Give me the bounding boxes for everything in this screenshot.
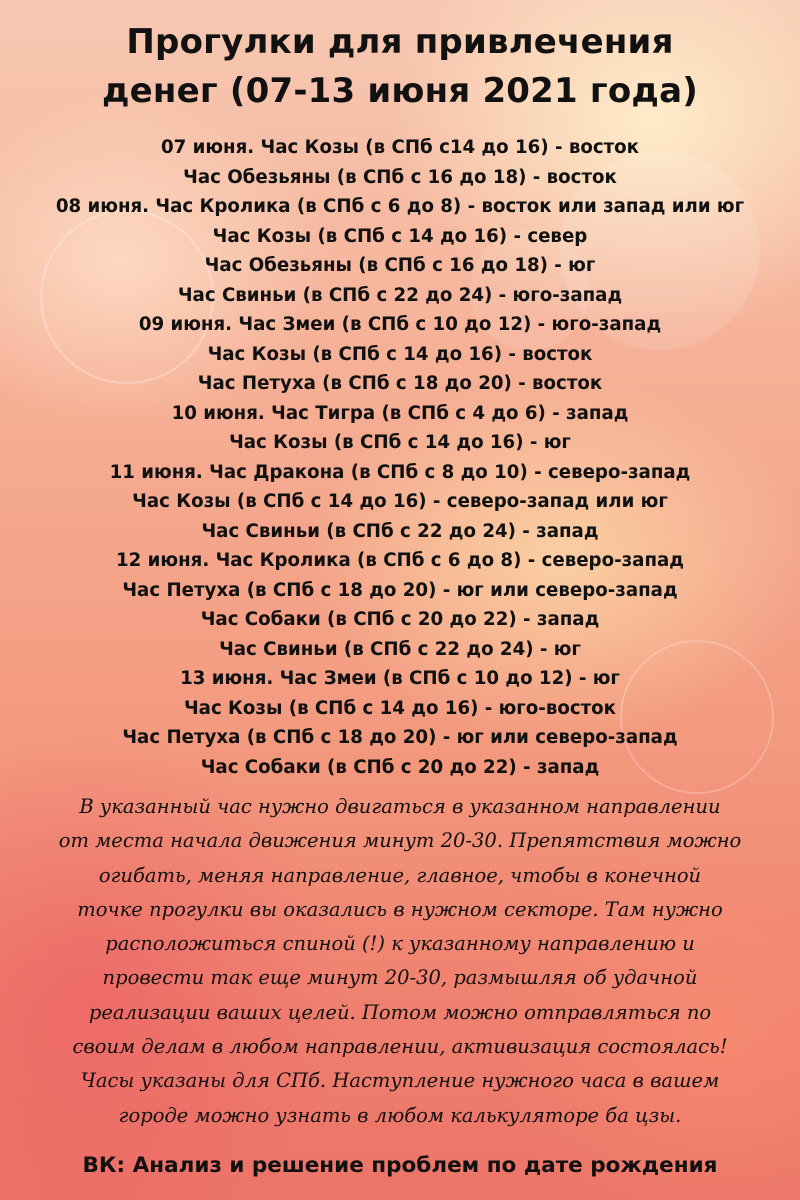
instructions-text [30, 790, 770, 1133]
schedule-item: Час Козы (в СПб с 14 до 16) - юго-восток [183, 697, 617, 719]
instructions-line: В указанный час нужно двигаться в указанном направлении [79, 795, 721, 818]
schedule-item: Час Собаки (в СПб с 20 до 22) - запад [200, 609, 600, 630]
walk-schedule-list [0, 133, 800, 782]
instructions-line: реализации ваших целей. Потом можно отправляться по [88, 1000, 712, 1024]
page-title [0, 18, 800, 116]
schedule-item: Час Собаки (в СПб с 20 до 22) - запад [200, 756, 600, 778]
schedule-item: Час Свиньи (в СПб с 22 до 24) - запад [201, 520, 599, 542]
schedule-item: Час Обезьяны (в СПб с 16 до 18) - юг [204, 255, 596, 276]
title-line: денег (07-13 июня 2021 года) [102, 71, 698, 111]
schedule-item: Час Обезьяны (в СПб с 16 до 18) - восток [183, 166, 617, 188]
schedule-item: Час Козы (в СПб с 14 до 16) - восток [207, 343, 593, 365]
schedule-item: 12 июня. Час Кролика (в СПб с 6 до 8) - северо-запад [116, 550, 684, 571]
footer-credit: ВК: Анализ и решение проблем по дате рождения [82, 1153, 718, 1178]
schedule-item: 09 июня. Час Змеи (в СПб с 10 до 12) - юго-запад [138, 314, 662, 335]
schedule-item: 07 июня. Час Козы (в СПб с14 до 16) - восток [160, 137, 640, 158]
schedule-item: Час Петуха (в СПб с 18 до 20) - юг или северо-запад [122, 579, 678, 601]
instructions-line: своим делам в любом направлении, активизация состоялась! [72, 1035, 728, 1059]
instructions-line: городе можно узнать в любом калькуляторе ба цзы. [118, 1103, 682, 1127]
schedule-item: Час Свиньи (в СПб с 22 до 24) - юго-запад [177, 284, 623, 306]
instructions-line: расположиться спиной (!) к указанному направлению и [105, 932, 695, 956]
schedule-item: Час Козы (в СПб с 14 до 16) - северо-запад или юг [132, 491, 668, 512]
schedule-item: 11 июня. Час Дракона (в СПб с 8 до 10) - северо-запад [109, 461, 691, 483]
schedule-item: Час Козы (в СПб с 14 до 16) - юг [229, 432, 571, 453]
schedule-item: Час Петуха (в СПб с 18 до 20) - юг или северо-запад [122, 727, 678, 748]
schedule-item: Час Козы (в СПб с 14 до 16) - север [212, 225, 588, 247]
schedule-item: 13 июня. Час Змеи (в СПб с 10 до 12) - юг [180, 668, 620, 689]
title-line: Прогулки для привлечения [126, 22, 674, 62]
instructions-line: провести так еще минут 20-30, размышляя об удачной [102, 966, 698, 990]
schedule-item: Час Свиньи (в СПб с 22 до 24) - юг [219, 638, 581, 660]
instructions-line: от места начала движения минут 20-30. Препятствия можно [58, 829, 742, 853]
instructions-line: огибать, меняя направление, главное, чтобы в конечной [98, 863, 702, 887]
schedule-item: 08 июня. Час Кролика (в СПб с 6 до 8) - восток или запад или юг [55, 196, 745, 217]
instructions-line: точке прогулки вы оказались в нужном секторе. Там нужно [77, 897, 723, 921]
schedule-item: 10 июня. Час Тигра (в СПб с 4 до 6) - запад [171, 402, 629, 424]
instructions-line: Часы указаны для СПб. Наступление нужного часа в вашем [80, 1069, 720, 1093]
schedule-item: Час Петуха (в СПб с 18 до 20) - восток [197, 373, 603, 394]
